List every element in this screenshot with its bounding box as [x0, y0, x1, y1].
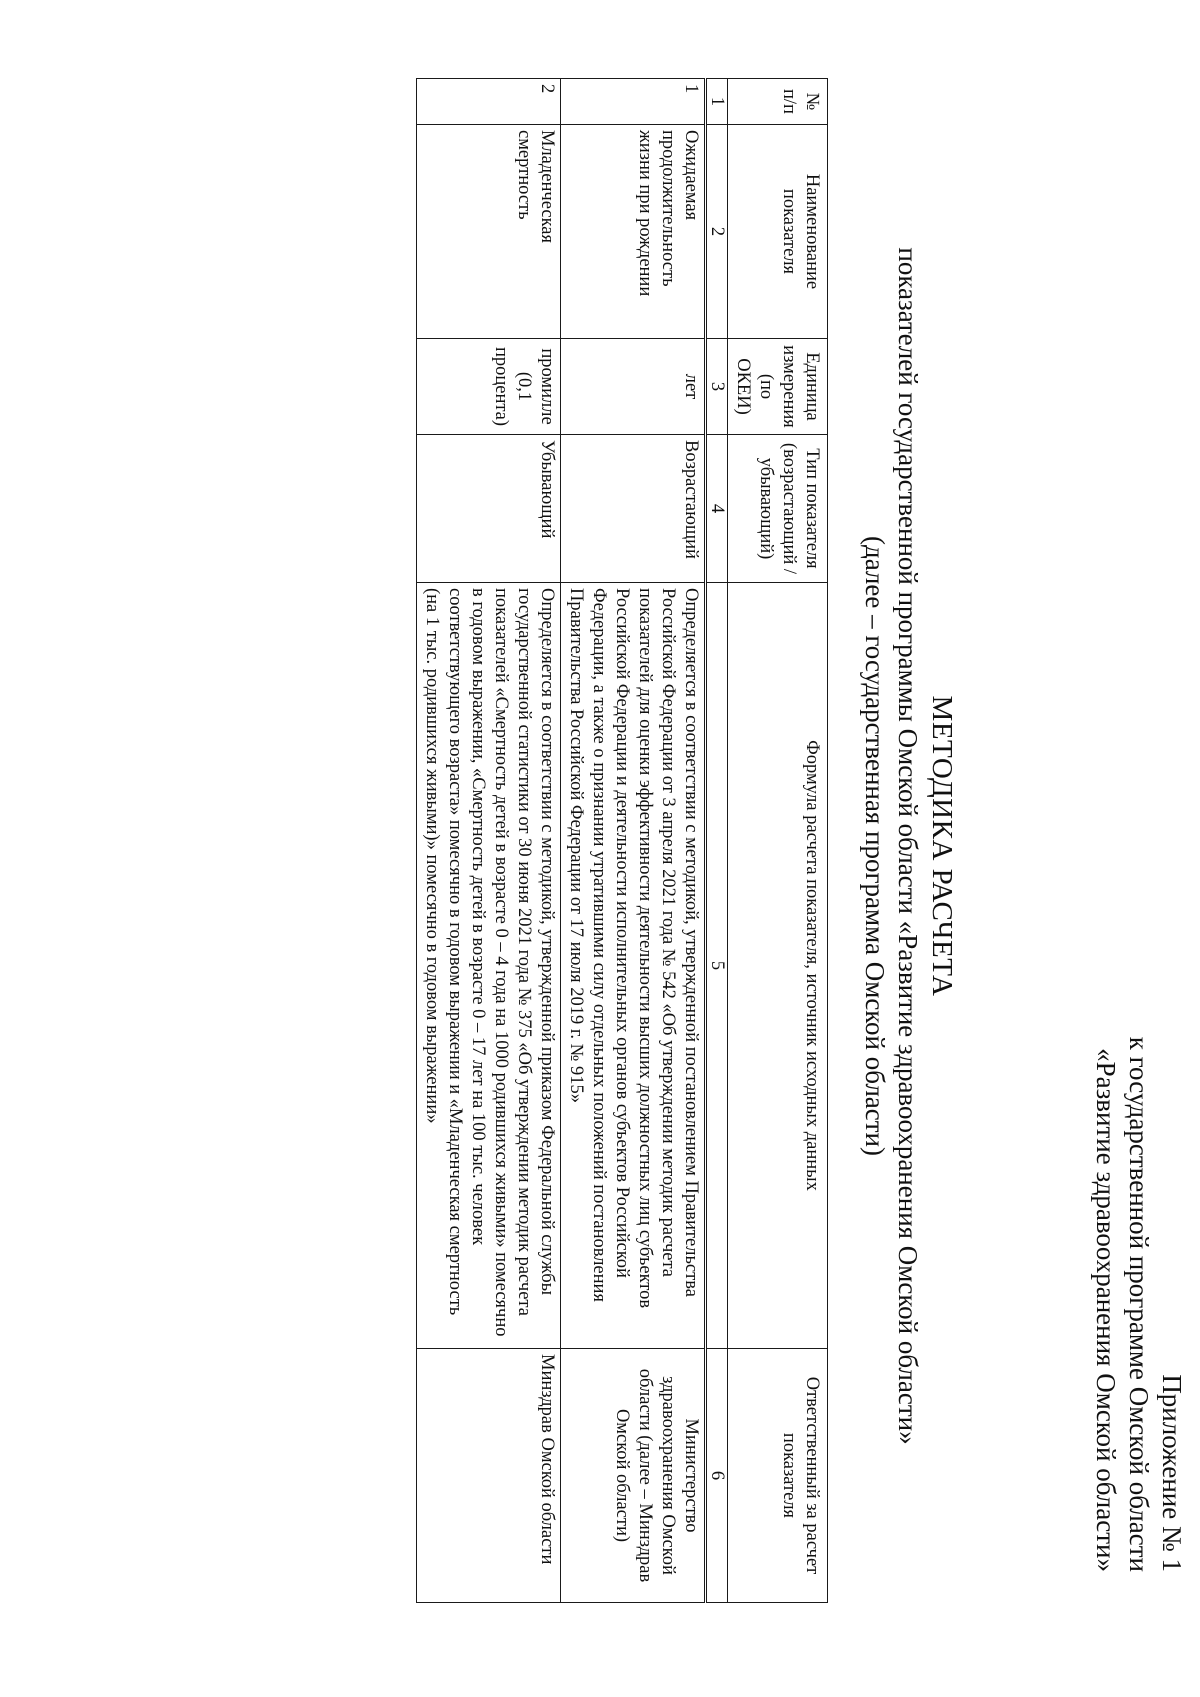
indicator-name: Ожидаемая продолжительность жизни при рождении — [561, 125, 706, 339]
document-title — [858, 120, 960, 1572]
row-number: 2 — [417, 79, 561, 125]
column-number: 4 — [706, 435, 728, 583]
column-number: 2 — [706, 125, 728, 339]
title-subtitle-note: (далее – государственная программа Омской области) — [860, 535, 890, 1156]
table-row — [561, 79, 706, 1603]
indicator-type: Возрастающий — [561, 435, 706, 583]
column-numbers-row — [706, 79, 728, 1603]
indicator-unit: промилле (0,1 процента) — [417, 339, 561, 435]
column-number: 1 — [706, 79, 728, 125]
title-main: МЕТОДИКА РАСЧЕТА — [926, 695, 958, 997]
indicator-type: Убывающий — [417, 435, 561, 583]
row-number: 1 — [561, 79, 706, 125]
methodology-table — [416, 78, 828, 1603]
indicator-formula: Определяется в соответствии с методикой, утвержденной постановлением Правительства Российской Федерации от 3 апреля 2021 года № 542 «Об утверждении методик расчета показателей для оценки эффективности деятельности высших должностных лиц субъектов Российской Федерации и деятельности исполнительных органов субъектов Российской Федерации, а также о признании утратившими силу отдельных положений постановления Правительства Российской Федерации от 17 июля 2019 г. № 915» — [561, 583, 706, 1349]
indicator-name: Младенческая смертность — [417, 125, 561, 339]
table-header-row — [728, 79, 828, 1603]
indicator-responsible: Минздрав Омской области — [417, 1349, 561, 1603]
appendix-program-name: «Развитие здравоохранения Омской области» — [1091, 1048, 1121, 1572]
column-number: 6 — [706, 1349, 728, 1603]
column-header-formula: Формула расчета показателя, источник исходных данных — [728, 583, 828, 1349]
title-subtitle: показателей государственной программы Омской области «Развитие здравоохранения Омской области» — [893, 247, 923, 1445]
column-header-type: Тип показателя (возрастающий / убывающий) — [728, 435, 828, 583]
indicator-unit: лет — [561, 339, 706, 435]
column-number: 3 — [706, 339, 728, 435]
column-number: 5 — [706, 583, 728, 1349]
column-header-unit: Единица измерения (по ОКЕИ) — [728, 339, 828, 435]
column-header-name: Наименование показателя — [728, 125, 828, 339]
table-row — [417, 79, 561, 1603]
column-header-number: № п/п — [728, 79, 828, 125]
appendix-number: Приложение № 1 — [1157, 1374, 1187, 1572]
column-header-responsible: Ответственный за расчет показателя — [728, 1349, 828, 1603]
indicator-formula: Определяется в соответствии с методикой, утвержденной приказом Федеральной службы государственной статистики от 30 июня 2021 года № 375 «Об утверждении методик расчета показателей «Смертность детей в возрасте 0 – 4 года на 1000 родившихся живыми» помесячно в годовом выражении, «Смертность детей в возрасте 0 – 17 лет на 100 тыс. человек соответствующего возраста» помесячно в годовом выражении и «Младенческая смертность (на 1 тыс. родившихся живыми)» помесячно в годовом выражении» — [417, 583, 561, 1349]
appendix-program-ref: к государственной программе Омской области — [1124, 1036, 1154, 1572]
indicator-responsible: Министерство здравоохранения Омской области (далее – Минздрав Омской области) — [561, 1349, 706, 1603]
appendix-header — [1089, 120, 1188, 1572]
